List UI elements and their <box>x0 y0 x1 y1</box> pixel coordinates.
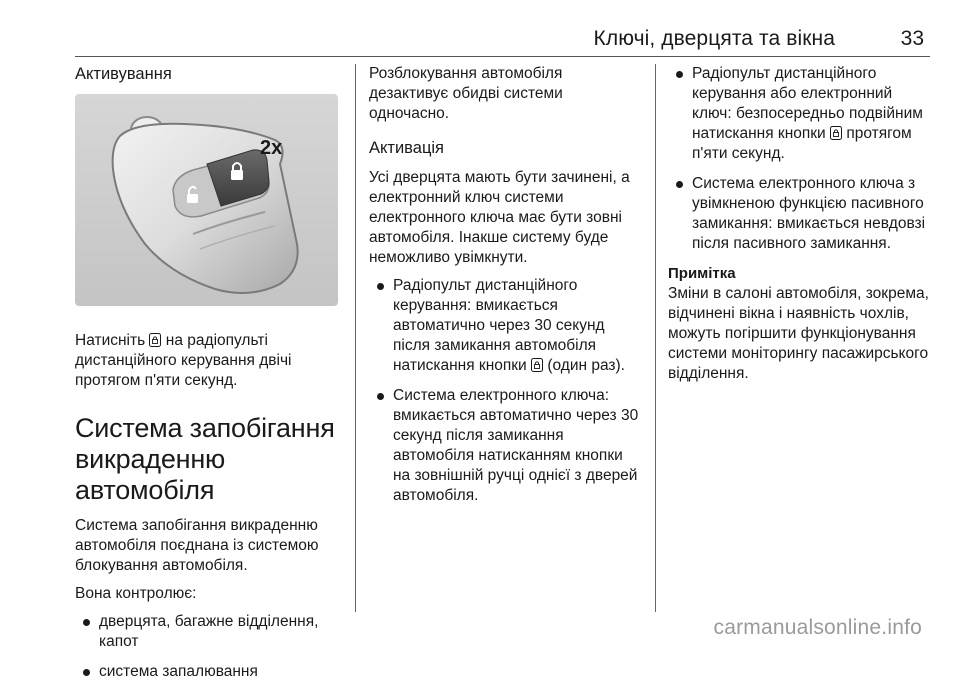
lock-button-icon <box>830 126 842 140</box>
note-text: Зміни в салоні автомобіля, зокрема, відчинені вікна і наявність чохлів, можуть погіршити функціонування системи моніторингу пасажирського відділення. <box>668 285 929 382</box>
page-header-title: Ключі, дверцята та вікна <box>593 27 835 50</box>
key-fob-figure <box>75 94 338 306</box>
activation-methods-list <box>369 276 639 506</box>
page-number: 33 <box>900 27 924 50</box>
column-3 <box>668 64 930 392</box>
controls-list <box>75 612 347 682</box>
list-item: система запалювання <box>75 662 347 682</box>
key-fob-illustration <box>75 94 338 306</box>
press-suffix: на радіопульті дистанційного керування двічі протягом п'яти секунд. <box>75 332 292 389</box>
press-instruction <box>75 331 347 391</box>
list-item <box>369 276 639 376</box>
lock-button-icon <box>531 358 543 372</box>
anti-theft-description: Система запобігання викраденню автомобіля поєднана із системою блокування автомобіля. <box>75 517 319 574</box>
column-divider <box>655 64 656 612</box>
section-heading-activation: Активування <box>75 65 172 83</box>
list-item-suffix: (один раз). <box>547 357 625 374</box>
controls-intro: Вона контролює: <box>75 585 197 602</box>
note-title: Примітка <box>668 265 736 282</box>
list-item: Система електронного ключа з увімкненою функцією пасивного замикання: вмикається невдовзі після пасивного замикання. <box>668 174 930 254</box>
list-item-text: Радіопульт дистанційного керування: вмикається автоматично через 30 секунд після замикання автомобіля натискання кнопки <box>393 277 605 374</box>
list-item: Система електронного ключа: вмикається автоматично через 30 секунд після замикання автомобіля натисканням кнопки на зовнішній ручці однієї з дверей автомобіля. <box>369 386 639 506</box>
press-prefix: Натисніть <box>75 332 146 349</box>
column-2 <box>369 64 639 516</box>
column-divider <box>355 64 356 612</box>
column-1 <box>75 64 347 692</box>
section-heading-activation-2: Активація <box>369 139 444 157</box>
list-item-text: Радіопульт дистанційного керування або електронний ключ: безпосередньо подвійним натискання кнопки <box>692 65 923 142</box>
watermark: carmanualsonline.info <box>713 616 922 639</box>
section-heading-anti-theft: Система запобігання викраденню автомобіля <box>75 413 335 505</box>
activation-methods-list-continued <box>668 64 930 254</box>
list-item: дверцята, багажне відділення, капот <box>75 612 347 652</box>
lock-button-icon <box>149 333 161 347</box>
page-header <box>0 0 960 56</box>
activation-requirements: Усі дверцята мають бути зачинені, а електронний ключ системи електронного ключа має бути зовні автомобіля. Інакше систему буде неможливо увімкнути. <box>369 169 630 266</box>
unlock-deactivation-text: Розблокування автомобіля дезактивує обидві системи одночасно. <box>369 65 563 122</box>
press-count-label: 2x <box>260 137 283 159</box>
list-item-suffix: протягом п'яти секунд. <box>692 125 912 162</box>
header-rule <box>75 56 930 57</box>
list-item <box>668 64 930 164</box>
